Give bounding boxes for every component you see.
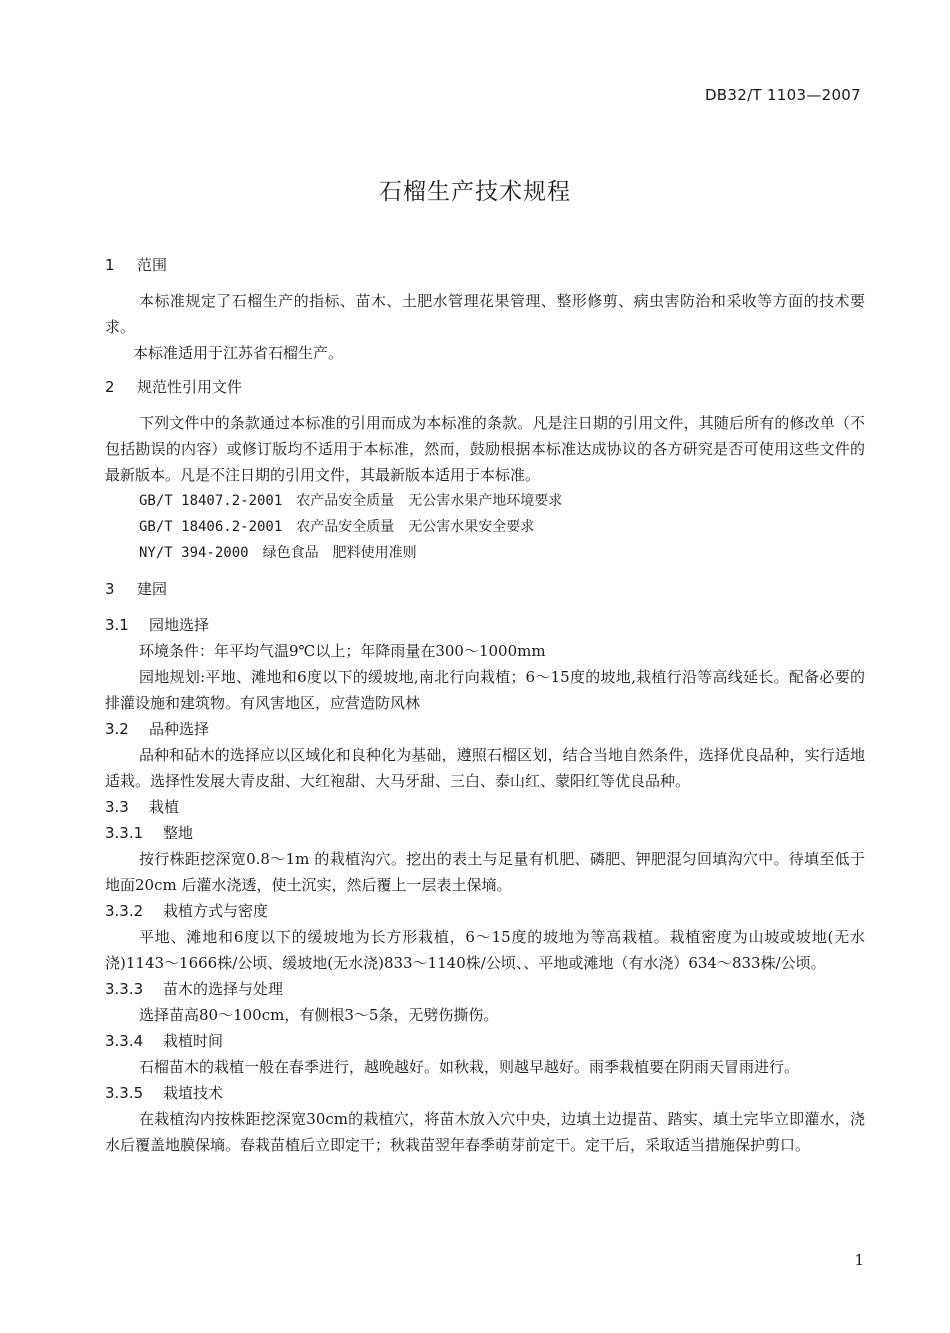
paragraph: 选择苗高80～100cm，有侧根3～5条，无劈伤撕伤。 bbox=[139, 1006, 499, 1024]
reference-item bbox=[105, 540, 865, 566]
paragraph: 在栽植沟内按株距挖深宽30cm的栽植穴，将苗木放入穴中央，边填土边提苗、踏实、填土完毕立即灌水，浇水后覆盖地膜保墒。春栽苗植后立即定干；秋栽苗翌年春季萌芽前定干。定干后，采取适当措施保护剪口。 bbox=[105, 1110, 865, 1154]
section-number: 1 bbox=[105, 256, 115, 274]
paragraph: 本标准规定了石榴生产的指标、苗木、土肥水管理花果管理、整形修剪、病虫害防治和采收等方面的技术要求。 bbox=[105, 292, 865, 336]
reference-code: NY/T 394-2000 bbox=[139, 545, 249, 561]
paragraph: 按行株距挖深宽0.8～1m 的栽植沟穴。挖出的表土与足量有机肥、磷肥、钾肥混匀回填沟穴中。待填至低于地面20cm 后灌水浇透，使土沉实，然后覆上一层表土保墒。 bbox=[105, 850, 865, 894]
subsubsection-number: 3.3.1 bbox=[105, 824, 144, 842]
subsubsection-title: 栽埴技术 bbox=[163, 1084, 224, 1102]
subsubsection-heading bbox=[105, 820, 865, 846]
subsubsection-title: 栽植方式与密度 bbox=[163, 902, 269, 920]
reference-title: 肥料使用准则 bbox=[332, 545, 417, 561]
document-title: 石榴生产技术规程 bbox=[379, 179, 571, 205]
section-title: 范围 bbox=[137, 256, 168, 274]
reference-category: 农产品安全质量 bbox=[296, 493, 395, 509]
subsection-title: 栽植 bbox=[149, 798, 180, 816]
subsubsection-heading bbox=[105, 898, 865, 924]
subsubsection-number: 3.3.4 bbox=[105, 1032, 144, 1050]
subsection-heading bbox=[105, 612, 865, 638]
reference-item bbox=[105, 488, 865, 514]
subsubsection-title: 苗木的选择与处理 bbox=[163, 980, 284, 998]
subsubsection-number: 3.3.5 bbox=[105, 1084, 144, 1102]
section-number: 3 bbox=[105, 580, 115, 598]
reference-title: 无公害水果产地环境要求 bbox=[408, 493, 563, 509]
section-number: 2 bbox=[105, 378, 115, 396]
reference-title: 无公害水果安全要求 bbox=[408, 519, 535, 535]
subsection-heading bbox=[105, 716, 865, 742]
reference-item bbox=[105, 514, 865, 540]
subsection-title: 品种选择 bbox=[149, 720, 210, 738]
section-heading bbox=[105, 252, 865, 278]
subsection-number: 3.1 bbox=[105, 616, 129, 634]
reference-category: 绿色食品 bbox=[262, 545, 319, 561]
reference-code: GB/T 18406.2-2001 bbox=[139, 519, 283, 535]
reference-code: GB/T 18407.2-2001 bbox=[139, 493, 283, 509]
page-number: 1 bbox=[854, 1251, 864, 1269]
paragraph: 石榴苗木的栽植一般在春季进行，越晚越好。如秋栽，则越早越好。雨季栽植要在阴雨天冒雨进行。 bbox=[139, 1058, 800, 1076]
standard-code: DB32/T 1103—2007 bbox=[704, 86, 861, 104]
paragraph: 下列文件中的条款通过本标准的引用而成为本标准的条款。凡是注日期的引用文件，其随后所有的修改单（不包括勘误的内容）或修订版均不适用于本标准，然而，鼓励根据本标准达成协议的各方研究是否可使用这些文件的最新版本。凡是不注日期的引用文件，其最新版本适用于本标准。 bbox=[105, 414, 865, 484]
document-body bbox=[105, 252, 865, 1158]
subsubsection-title: 整地 bbox=[163, 824, 194, 842]
subsubsection-number: 3.3.3 bbox=[105, 980, 144, 998]
subsubsection-heading bbox=[105, 1028, 865, 1054]
subsection-heading bbox=[105, 794, 865, 820]
subsection-number: 3.2 bbox=[105, 720, 129, 738]
section-heading bbox=[105, 374, 865, 400]
subsubsection-number: 3.3.2 bbox=[105, 902, 144, 920]
section-heading bbox=[105, 576, 865, 602]
reference-category: 农产品安全质量 bbox=[296, 519, 395, 535]
paragraph: 本标准适用于江苏省石榴生产。 bbox=[133, 344, 344, 362]
paragraph: 环境条件：年平均气温9℃以上；年降雨量在300～1000mm bbox=[139, 642, 546, 660]
subsubsection-heading bbox=[105, 976, 865, 1002]
subsubsection-title: 栽植时间 bbox=[163, 1032, 224, 1050]
paragraph: 园地规划:平地、滩地和6度以下的缓坡地,南北行向栽植；6～15度的坡地,栽植行沿等高线延长。配备必要的排灌设施和建筑物。有风害地区，应营造防风林 bbox=[105, 668, 865, 712]
subsection-title: 园地选择 bbox=[149, 616, 210, 634]
subsection-number: 3.3 bbox=[105, 798, 129, 816]
paragraph: 品种和砧木的选择应以区域化和良种化为基础，遵照石榴区划，结合当地自然条件，选择优良品种，实行适地适栽。选择性发展大青皮甜、大红袍甜、大马牙甜、三白、泰山红、蒙阳红等优良品种。 bbox=[105, 746, 865, 790]
section-title: 规范性引用文件 bbox=[137, 378, 243, 396]
subsubsection-heading bbox=[105, 1080, 865, 1106]
section-title: 建园 bbox=[137, 580, 168, 598]
paragraph: 平地、滩地和6度以下的缓坡地为长方形栽植，6～15度的坡地为等高栽植。栽植密度为山坡或坡地(无水浇)1143～1666株/公顷、缓坡地(无水浇)833～1140株/公顷、、平地或滩地（有水浇）634～833株/公顷。 bbox=[105, 928, 865, 972]
